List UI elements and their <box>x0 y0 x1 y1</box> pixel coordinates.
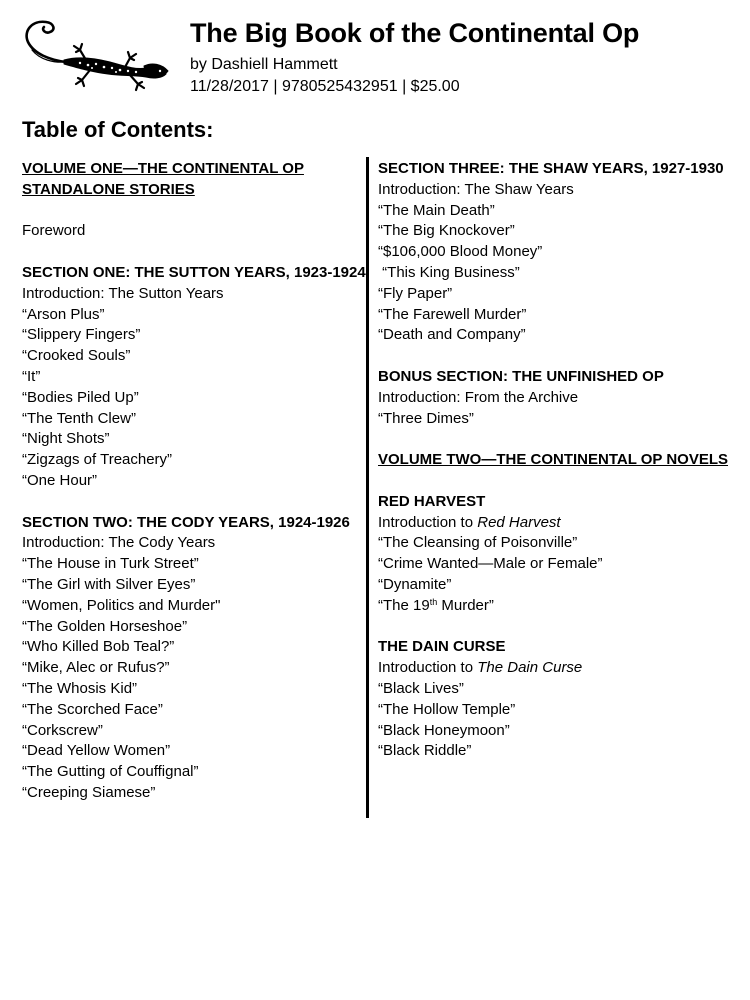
toc-entry <box>378 513 738 534</box>
bonus-section-heading: BONUS SECTION: THE UNFINISHED OP <box>378 367 664 385</box>
toc-entry: Introduction: From the Archive <box>378 388 579 406</box>
toc-entry: “Zigzags of Treachery” <box>22 451 173 469</box>
gecko-lizard-icon <box>20 14 172 100</box>
volume-one-heading: VOLUME ONE—THE CONTINENTAL OP <box>22 160 304 177</box>
toc-entry: “The Hollow Temple” <box>378 700 516 718</box>
book-author: by Dashiell Hammett <box>190 56 338 73</box>
toc-entry <box>378 596 738 617</box>
spacer <box>22 492 362 513</box>
toc-left-column <box>22 159 366 804</box>
toc-entry: “Crime Wanted—Male or Female” <box>378 555 603 573</box>
volume-two-heading: VOLUME TWO—THE CONTINENTAL OP NOVELS <box>378 451 729 469</box>
toc-entry: “Three Dimes” <box>378 409 474 427</box>
intro-prefix: Introduction to <box>378 659 478 677</box>
spacer <box>378 346 738 367</box>
toc-entry: “The Tenth Clew” <box>22 409 136 427</box>
toc-entry: “The House in Turk Street” <box>22 555 199 573</box>
section-two-heading: SECTION TWO: THE CODY YEARS, 1924-1926 <box>22 513 350 531</box>
spacer <box>22 242 362 263</box>
spacer <box>22 201 362 222</box>
toc-entry: “Black Riddle” <box>378 742 472 760</box>
entry-text: “The 19 <box>378 596 430 614</box>
toc-entry: “Creeping Siamese” <box>22 783 156 801</box>
toc-entry: Introduction: The Cody Years <box>22 534 216 552</box>
toc-entry: “Fly Paper” <box>378 284 453 302</box>
spacer <box>378 471 738 492</box>
toc-entry: “The Whosis Kid” <box>22 679 138 697</box>
toc-entry: “Dead Yellow Women” <box>22 742 171 760</box>
spacer <box>378 617 738 638</box>
book-title: The Big Book of the Continental Op <box>190 18 640 48</box>
volume-one-heading-cont: STANDALONE STORIES <box>22 180 195 198</box>
toc-entry: “This King Business” <box>378 263 520 281</box>
toc-entry: “The Main Death” <box>378 201 495 219</box>
toc-entry: “The Golden Horseshoe” <box>22 617 188 635</box>
toc-entry: “Dynamite” <box>378 575 452 593</box>
intro-prefix: Introduction to <box>378 513 478 531</box>
toc-entry: “Black Lives” <box>378 679 464 697</box>
toc-entry: “$106,000 Blood Money” <box>378 243 543 261</box>
toc-entry: “Slippery Fingers” <box>22 326 141 344</box>
novel-title: Red Harvest <box>477 513 561 531</box>
toc-heading: Table of Contents: <box>22 117 214 142</box>
toc-entry: “One Hour” <box>22 471 98 489</box>
toc-entry: “Black Honeymoon” <box>378 721 510 739</box>
toc-entry: “Arson Plus” <box>22 305 105 323</box>
toc-entry: Foreword <box>22 222 86 240</box>
red-harvest-heading: RED HARVEST <box>378 492 486 510</box>
toc-entry: “The Girl with Silver Eyes” <box>22 575 196 593</box>
toc-entry: “Night Shots” <box>22 430 110 448</box>
toc-entry: “Women, Politics and Murder" <box>22 596 221 614</box>
toc-entry: Introduction: The Shaw Years <box>378 180 574 198</box>
toc-right-column <box>378 159 738 762</box>
section-one-heading: SECTION ONE: THE SUTTON YEARS, 1923-1924 <box>22 263 366 281</box>
toc-entry: “Death and Company” <box>378 326 526 344</box>
column-divider <box>366 157 369 818</box>
toc-entry: “It” <box>22 367 41 385</box>
spacer <box>378 429 738 450</box>
dain-curse-heading: THE DAIN CURSE <box>378 638 506 656</box>
toc-entry: “Who Killed Bob Teal?” <box>22 638 175 656</box>
novel-title: The Dain Curse <box>477 659 583 677</box>
entry-text: Murder” <box>437 596 494 614</box>
toc-entry: “The Cleansing of Poisonville” <box>378 534 578 552</box>
toc-entry: “Corkscrew” <box>22 721 103 739</box>
toc-entry: “Crooked Souls” <box>22 347 131 365</box>
ordinal-suffix: th <box>429 596 438 607</box>
toc-entry: Introduction: The Sutton Years <box>22 284 224 302</box>
section-three-heading: SECTION THREE: THE SHAW YEARS, 1927-1930 <box>378 160 724 177</box>
toc-entry: “The Gutting of Couffignal” <box>22 763 199 781</box>
toc-entry: “The Big Knockover” <box>378 222 515 240</box>
toc-entry <box>378 658 738 679</box>
book-meta: 11/28/2017 | 9780525432951 | $25.00 <box>190 78 460 95</box>
toc-entry: “Bodies Piled Up” <box>22 388 139 406</box>
toc-entry: “Mike, Alec or Rufus?” <box>22 659 170 677</box>
toc-entry: “The Farewell Murder” <box>378 305 527 323</box>
toc-entry: “The Scorched Face” <box>22 700 163 718</box>
